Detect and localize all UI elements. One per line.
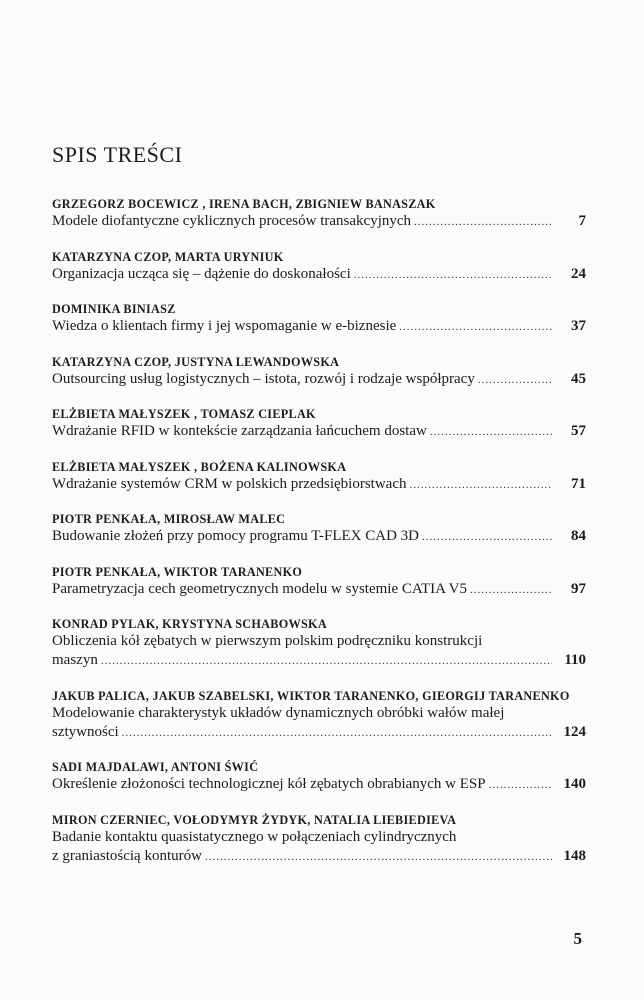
toc-entry (52, 355, 586, 390)
toc-entry (52, 689, 586, 743)
toc-entry (52, 250, 586, 285)
toc-entry-title-row (52, 475, 586, 495)
toc-entry-page-number: 84 (571, 528, 586, 544)
toc-entry-authors: DOMINIKA BINIASZ (52, 302, 176, 316)
toc-entry (52, 760, 586, 795)
toc-entry-title-line: Obliczenia kół zębatych w pierwszym polskim podręczniku konstrukcji (52, 633, 483, 649)
dot-leader (422, 528, 552, 547)
toc-entry (52, 512, 586, 547)
toc-entry-title: Wdrażanie RFID w kontekście zarządzania łańcuchem dostaw (52, 423, 427, 439)
toc-entry-title-row (52, 651, 586, 671)
toc-entry-authors: KONRAD PYLAK, KRYSTYNA SCHABOWSKA (52, 617, 327, 631)
dot-leader (354, 266, 552, 285)
dot-leader (101, 652, 552, 671)
toc-entry-title-row (52, 370, 586, 390)
toc-entry-page-number: 110 (564, 652, 586, 668)
dot-leader (478, 371, 552, 390)
toc-entry-authors: KATARZYNA CZOP, MARTA URYNIUK (52, 249, 284, 264)
dot-leader (399, 318, 552, 337)
toc-entry-authors: ELŻBIETA MAŁYSZEK , BOŻENA KALINOWSKA (52, 459, 347, 474)
toc-entry (52, 302, 586, 337)
toc-entry-page-number: 57 (571, 423, 586, 439)
toc-entry-authors: JAKUB PALICA, JAKUB SZABELSKI, WIKTOR TARANENKO, GIEORGIJ TARANENKO (52, 688, 570, 703)
toc-entry-title: z graniastością konturów (52, 847, 202, 864)
toc-entry-authors: MIRON CZERNIEC, VOŁODYMYR ŻYDYK, NATALIA LIEBIEDIEVA (52, 812, 457, 827)
toc-entry-title: maszyn (52, 652, 98, 668)
toc-entry-title-row (52, 580, 586, 600)
toc-entry-title-line: Modelowanie charakterystyk układów dynamicznych obróbki wałów małej (52, 704, 505, 721)
toc-entry (52, 197, 586, 232)
toc-entry (52, 813, 586, 867)
toc-entry-title-row (52, 775, 586, 795)
toc-entry-authors: SADI MAJDALAWI, ANTONI ŚWIĆ (52, 760, 259, 774)
dot-leader (414, 213, 552, 232)
toc-entry-authors: ELŻBIETA MAŁYSZEK , TOMASZ CIEPLAK (52, 407, 316, 421)
dot-leader (430, 423, 552, 442)
toc-entry-title: Parametryzacja cech geometrycznych modelu w systemie CATIA V5 (52, 580, 467, 597)
toc-entry-page-number: 45 (571, 370, 586, 387)
dot-leader (489, 776, 552, 795)
toc-entry-title-line: Badanie kontaktu quasistatycznego w połączeniach cylindrycznych (52, 828, 457, 845)
toc-entry-title: Określenie złożoności technologicznej kół zębatych obrabianych w ESP (52, 776, 486, 792)
table-of-contents (52, 197, 586, 884)
page-number: 5 (573, 929, 582, 948)
toc-entry-authors: PIOTR PENKAŁA, WIKTOR TARANENKO (52, 564, 303, 579)
toc-entry-title-row (52, 265, 586, 285)
toc-entry-page-number: 140 (563, 776, 586, 792)
toc-entry-page-number: 71 (571, 475, 586, 492)
toc-entry-authors: PIOTR PENKAŁA, MIROSŁAW MALEC (52, 512, 286, 526)
toc-entry-title: Organizacja ucząca się – dążenie do doskonałości (52, 265, 351, 282)
toc-entry-page-number: 7 (578, 213, 586, 229)
dot-leader (470, 581, 552, 600)
page-title: SPIS TREŚCI (52, 142, 183, 167)
toc-entry-title: Wdrażanie systemów CRM w polskich przedsiębiorstwach (52, 475, 407, 492)
toc-entry-title: Modele diofantyczne cyklicznych procesów transakcyjnych (52, 213, 412, 229)
toc-entry-page-number: 124 (563, 723, 586, 740)
toc-entry-title-row (52, 723, 586, 743)
toc-entry (52, 407, 586, 442)
toc-entry-title: sztywności (52, 723, 119, 740)
toc-entry-page-number: 97 (571, 580, 586, 597)
toc-entry-page-number: 37 (571, 318, 586, 334)
toc-entry-title: Budowanie złożeń przy pomocy programu T-FLEX CAD 3D (52, 528, 420, 544)
dot-leader (205, 848, 552, 867)
toc-entry (52, 460, 586, 495)
dot-leader (410, 476, 553, 495)
toc-entry (52, 617, 586, 671)
toc-entry-title-row (52, 317, 586, 337)
toc-entry-title-row (52, 212, 586, 232)
toc-entry-title-row (52, 422, 586, 442)
toc-entry-page-number: 24 (571, 265, 586, 282)
toc-entry-authors: GRZEGORZ BOCEWICZ , IRENA BACH, ZBIGNIEW BANASZAK (52, 197, 436, 211)
toc-entry-title-row (52, 847, 586, 867)
toc-entry-authors: KATARZYNA CZOP, JUSTYNA LEWANDOWSKA (52, 354, 340, 369)
toc-entry-title: Outsourcing usług logistycznych – istota, rozwój i rodzaje współpracy (52, 370, 475, 387)
toc-entry-title-row (52, 527, 586, 547)
dot-leader (122, 724, 552, 743)
toc-entry-page-number: 148 (563, 847, 586, 864)
toc-entry (52, 565, 586, 600)
toc-entry-title: Wiedza o klientach firmy i jej wspomaganie w e-biznesie (52, 318, 397, 334)
